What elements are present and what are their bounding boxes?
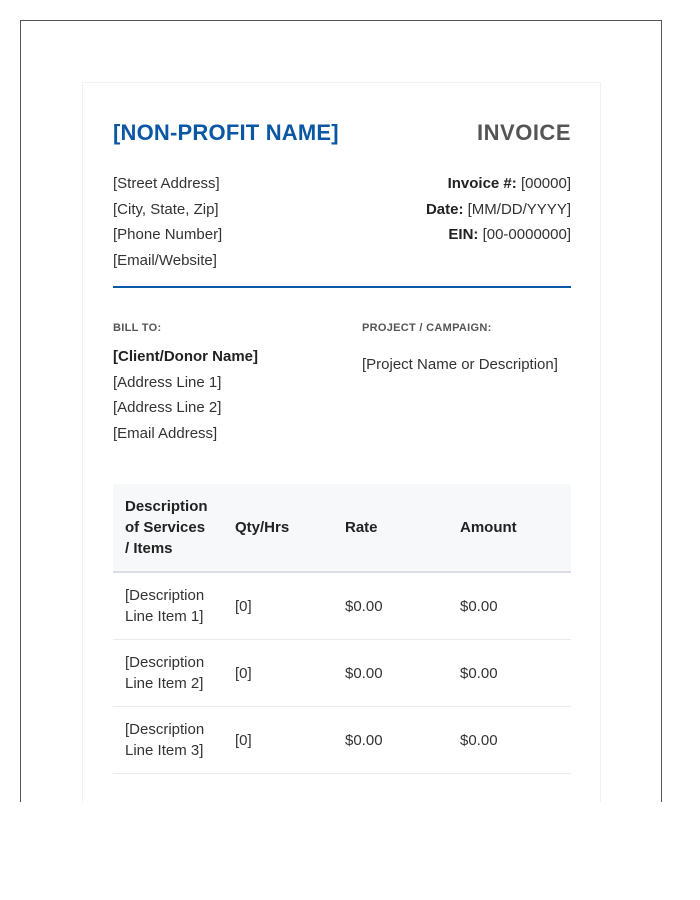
cell-qty: [0] (223, 640, 333, 707)
line-items-table (113, 484, 571, 774)
cell-description: [Description Line Item 1] (113, 572, 223, 640)
project-label: PROJECT / CAMPAIGN: (362, 322, 492, 334)
bill-to-line: [Email Address] (113, 425, 218, 443)
header-divider (113, 286, 571, 288)
cell-amount: $0.00 (448, 707, 571, 774)
cell-qty: [0] (223, 707, 333, 774)
invoice-ein (426, 222, 571, 248)
invoice-sheet (82, 82, 601, 802)
invoice-date-value: [MM/DD/YYYY] (467, 200, 571, 218)
invoice-header (113, 120, 571, 150)
cell-amount: $0.00 (448, 640, 571, 707)
org-address-line: [Email/Website] (113, 252, 217, 270)
bill-to-line: [Address Line 1] (113, 373, 222, 391)
cell-rate: $0.00 (333, 640, 448, 707)
org-address-line: [Phone Number] (113, 226, 223, 244)
org-address (113, 171, 222, 274)
cell-amount: $0.00 (448, 572, 571, 640)
invoice-number (426, 171, 571, 197)
table-row (113, 640, 571, 707)
cell-rate: $0.00 (333, 707, 448, 774)
invoice-date (426, 197, 571, 223)
invoice-meta (426, 171, 571, 248)
org-name: [NON-PROFIT NAME] (113, 120, 339, 145)
project-section (362, 322, 571, 378)
client-name: [Client/Donor Name] (113, 348, 259, 365)
invoice-date-label: Date: (425, 200, 464, 218)
invoice-ein-label: EIN: (448, 226, 479, 244)
document-title: INVOICE (477, 120, 571, 145)
invoice-number-value: [00000] (520, 175, 571, 192)
table-header-row (113, 484, 571, 572)
cell-qty: [0] (223, 572, 333, 640)
column-header-description: Description of Services / Items (113, 484, 223, 572)
cell-description: [Description Line Item 3] (113, 707, 223, 774)
column-header-amount: Amount (448, 484, 571, 572)
column-header-rate: Rate (333, 484, 448, 572)
project-description: [Project Name or Description] (362, 356, 558, 373)
bill-to-label: BILL TO: (113, 322, 162, 334)
org-address-line: [Street Address] (113, 175, 220, 192)
column-header-qty: Qty/Hrs (223, 484, 333, 572)
table-row (113, 572, 571, 640)
bill-to-section (113, 322, 343, 447)
invoice-ein-value: [00-0000000] (482, 226, 571, 244)
table-row (113, 707, 571, 774)
bill-to-line: [Address Line 2] (113, 399, 222, 417)
cell-rate: $0.00 (333, 572, 448, 640)
page-frame (20, 20, 662, 802)
cell-description: [Description Line Item 2] (113, 640, 223, 707)
org-address-line: [City, State, Zip] (113, 200, 219, 218)
invoice-number-label: Invoice #: (447, 175, 517, 192)
